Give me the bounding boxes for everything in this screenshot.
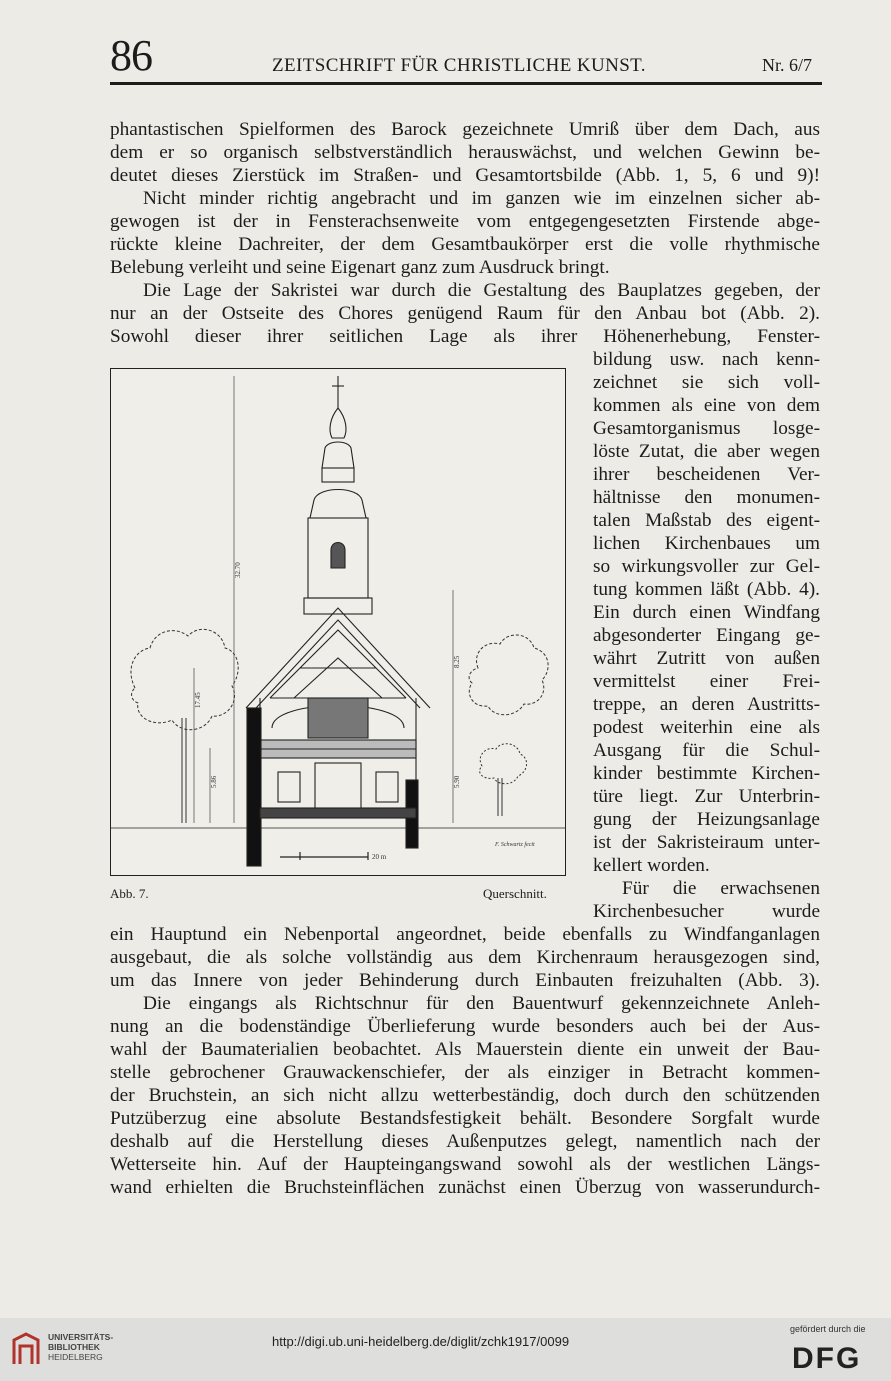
library-name: UNIVERSITÄTS- BIBLIOTHEK HEIDELBERG	[48, 1332, 114, 1362]
text-line: lichen Kirchenbaues um	[593, 533, 820, 554]
text-line: Belebung verleiht und seine Eigenart ganz zum Ausdruck bringt.	[110, 257, 610, 278]
text-line: Für die erwachsenen	[622, 878, 820, 899]
text-line: kommen als eine von dem	[593, 395, 820, 416]
text-line: Kirchenbesucher wurde	[593, 901, 820, 922]
text-line: zeichnet sie sich voll-	[593, 372, 820, 393]
text-line: Wetterseite hin. Auf der Haupteingangswand sowohl als der westlichen Längs-	[110, 1154, 820, 1175]
text-line: Ausgang für die Schul-	[593, 740, 820, 761]
text-line: türe liegt. Zur Unterbrin-	[593, 786, 820, 807]
scale-label: 20 m	[372, 853, 387, 861]
text-line: phantastischen Spielformen des Barock gezeichnete Umriß über dem Dach, aus	[110, 119, 820, 140]
text-line: kinder bestimmte Kirchen-	[593, 763, 820, 784]
text-line: rückte kleine Dachreiter, der dem Gesamtbaukörper erst die volle rhythmische	[110, 234, 820, 255]
church-cross-section-figure	[110, 368, 566, 876]
text-line: gung der Heizungsanlage	[593, 809, 820, 830]
text-line: stelle gebrochener Grauwackenschiefer, der als einziger in Betracht kommen-	[110, 1062, 820, 1083]
svg-text:DFG: DFG	[792, 1342, 862, 1372]
text-line: tung kommen läßt (Abb. 4).	[593, 579, 820, 600]
text-line: Die Lage der Sakristei war durch die Gestaltung des Bauplatzes gegeben, der	[143, 280, 820, 301]
text-line: Sowohl dieser ihrer seitlichen Lage als ihrer Höhenerhebung, Fenster-	[110, 326, 820, 347]
text-line: nur an der Ostseite des Chores genügend Raum für den Anbau bot (Abb. 2).	[110, 303, 820, 324]
dfg-logo-icon	[792, 1340, 880, 1372]
text-line: um das Innere von jeder Behinderung durch Einbauten freizuhalten (Abb. 3).	[110, 970, 820, 991]
text-line: talen Maßstab des eigent-	[593, 510, 820, 531]
text-line: ausgebaut, die als solche vollständig aus dem Kirchenraum herausgezogen sind,	[110, 947, 820, 968]
text-line: so wirkungsvoller zur Gel-	[593, 556, 820, 577]
text-line: wahl der Baumaterialien beobachtet. Als Mauerstein diente ein unweit der Bau-	[110, 1039, 820, 1060]
text-line: vermittelst einer Frei-	[593, 671, 820, 692]
dim-tower-label: 32.70	[234, 562, 242, 578]
dim-right-label: 5.90	[453, 775, 461, 788]
page-number: 86	[110, 31, 152, 80]
dim-left-a-label: 17.45	[194, 692, 202, 708]
figure-label: Abb. 7.	[110, 886, 149, 901]
text-line: ein Hauptund ein Nebenportal angeordnet, beide ebenfalls zu Windfanganlagen	[110, 924, 820, 945]
text-line: löste Zutat, die aber wegen	[593, 441, 820, 462]
text-line: gewogen ist der in Fensterachsenweite vom entgegengesetzten Firstende abge-	[110, 211, 820, 232]
figure-caption: Querschnitt.	[483, 886, 547, 901]
text-line: wand erhielten die Bruchsteinflächen zunächst einen Überzug von wasserundurch-	[110, 1177, 820, 1198]
text-line: treppe, an deren Austritts-	[593, 694, 820, 715]
text-line: Die eingangs als Richtschnur für den Bauentwurf gekennzeichnete Anleh-	[143, 993, 820, 1014]
text-line: Gesamtorganismus losge-	[593, 418, 820, 439]
text-line: deshalb auf die Herstellung dieses Außenputzes gelegt, namentlich nach der	[110, 1131, 820, 1152]
dim-left-b-label: 5.86	[210, 775, 218, 788]
text-line: Putzüberzug eine absolute Bestandsfestigkeit behält. Besondere Sorgfalt wurde	[110, 1108, 820, 1129]
text-line: Nicht minder richtig angebracht und im ganzen wie im einzelnen sicher ab-	[143, 188, 820, 209]
text-line: podest weiterhin eine als	[593, 717, 820, 738]
text-line: kellert worden.	[593, 855, 710, 876]
text-line: dem er so organisch selbstverständlich herauswächst, und welchen Gewinn be-	[110, 142, 820, 163]
text-line: abgesonderter Eingang ge-	[593, 625, 820, 646]
text-line: nung an die bodenständige Überlieferung wurde besonders auch bei der Aus-	[110, 1016, 820, 1037]
text-line: währt Zutritt von außen	[593, 648, 820, 669]
text-line: Ein durch einen Windfang	[593, 602, 820, 623]
university-library-logo-icon	[10, 1332, 42, 1368]
figure-signature: F. Schwartz fecit	[495, 842, 535, 848]
dim-nave-label: 8.25	[453, 655, 461, 668]
text-line: deutet dieses Zierstück im Straßen- und Gesamtortsbilde (Abb. 1, 5, 6 und 9)!	[110, 165, 820, 186]
funding-note: gefördert durch die	[790, 1324, 866, 1334]
issue-number: Nr. 6/7	[762, 55, 813, 75]
text-line: ist der Sakristeiraum unter-	[593, 832, 820, 853]
text-line: der Bruchstein, an sich nicht allzu wetterbeständig, doch durch den schützenden	[110, 1085, 820, 1106]
text-line: bildung usw. nach kenn-	[593, 349, 820, 370]
journal-title: ZEITSCHRIFT FÜR CHRISTLICHE KUNST.	[272, 55, 646, 76]
footer-bar	[0, 1318, 891, 1381]
document-url-link[interactable]: http://digi.ub.uni-heidelberg.de/diglit/zchk1917/0099	[272, 1334, 570, 1349]
header-rule	[110, 82, 822, 85]
text-line: hältnisse den monumen-	[593, 487, 820, 508]
text-line: ihrer bescheidenen Ver-	[593, 464, 820, 485]
